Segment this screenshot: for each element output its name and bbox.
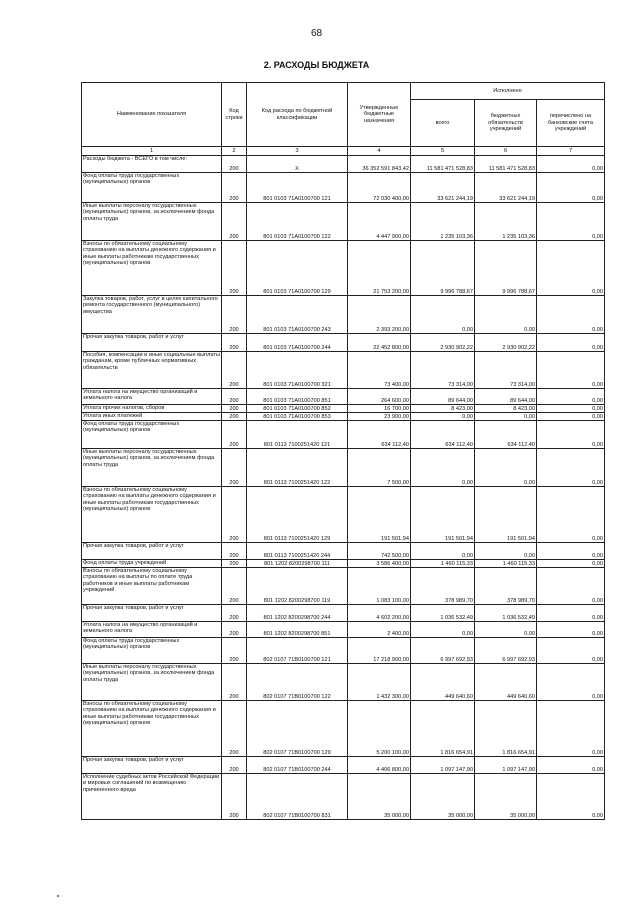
row-name: Взносы по обязательному социальному страхованию на выплаты денежного содержания и иные выплаты работникам государственных (муниципальных) органов — [82, 701, 222, 757]
table-row — [82, 156, 605, 173]
row-expense-code: 801 0103 71А0100700 851 — [247, 389, 348, 405]
row-executed-bank: 0,00 — [537, 757, 605, 774]
row-name: Прочая закупка товаров, работ и услуг — [82, 543, 222, 560]
row-approved-amount: 4 447 900,00 — [348, 203, 411, 241]
row-executed-bank: 0,00 — [537, 173, 605, 203]
table-row — [82, 421, 605, 449]
row-expense-code: 802 0107 71В0100700 244 — [247, 757, 348, 774]
row-approved-amount: 72 030 400,00 — [348, 173, 411, 203]
row-name: Расходы бюджета - ВСЕГО в том числе: — [82, 156, 222, 173]
row-approved-amount: 1 083 100,00 — [348, 568, 411, 605]
row-executed-institutions: 1 460 115,33 — [475, 560, 537, 568]
row-executed-total: 73 314,00 — [411, 352, 475, 389]
row-expense-code: 801 0103 71А0100700 244 — [247, 334, 348, 352]
column-number: 5 — [411, 147, 475, 156]
row-name: Фонд оплаты труда учреждений — [82, 560, 222, 568]
table-row — [82, 389, 605, 405]
table-row — [82, 241, 605, 296]
row-executed-bank: 0,00 — [537, 622, 605, 638]
row-approved-amount: 2 400,00 — [348, 622, 411, 638]
row-line-code: 200 — [222, 241, 247, 296]
row-name: Закупка товаров, работ, услуг в целях капитального ремонта государственного (муниципального) имущества — [82, 296, 222, 334]
table-row — [82, 774, 605, 820]
row-executed-institutions: 89 644,00 — [475, 389, 537, 405]
row-approved-amount: 4 406 800,00 — [348, 757, 411, 774]
row-executed-total: 0,00 — [411, 622, 475, 638]
header-executed-bank: перечислено на банковские счета учреждений — [537, 100, 605, 147]
row-executed-total: 9 996 788,67 — [411, 241, 475, 296]
row-line-code: 200 — [222, 664, 247, 701]
row-expense-code: 801 0103 71А0100700 121 — [247, 173, 348, 203]
row-executed-institutions: 191 501,94 — [475, 487, 537, 543]
row-line-code: 200 — [222, 638, 247, 664]
row-executed-bank: 0,00 — [537, 774, 605, 820]
row-executed-total: 6 997 692,93 — [411, 638, 475, 664]
row-line-code: 200 — [222, 757, 247, 774]
table-row — [82, 296, 605, 334]
page-number: 68 — [310, 28, 323, 39]
row-executed-total: 1 036 532,49 — [411, 605, 475, 622]
row-executed-bank: 0,00 — [537, 701, 605, 757]
table-row — [82, 664, 605, 701]
table-row — [82, 560, 605, 568]
row-executed-bank: 0,00 — [537, 241, 605, 296]
row-name: Прочая закупка товаров, работ и услуг — [82, 757, 222, 774]
column-number-row — [82, 147, 605, 156]
header-line-code: Код строки — [222, 83, 247, 147]
row-expense-code: 801 0113 7100251420 129 — [247, 487, 348, 543]
row-executed-total: 634 112,40 — [411, 421, 475, 449]
row-expense-code: 801 0113 7100251420 121 — [247, 421, 348, 449]
row-approved-amount: 3 586 400,00 — [348, 560, 411, 568]
row-name: Фонд оплаты труда государственных (муниципальных) органов — [82, 421, 222, 449]
row-executed-institutions: 35 000,00 — [475, 774, 537, 820]
row-executed-bank: 0,00 — [537, 568, 605, 605]
header-approved: Утвержденные бюджетные назначения — [348, 83, 411, 147]
row-approved-amount: 35 000,00 — [348, 774, 411, 820]
row-executed-total: 0,00 — [411, 413, 475, 421]
row-executed-total: 449 640,60 — [411, 664, 475, 701]
row-executed-total: 1 816 654,91 — [411, 701, 475, 757]
row-approved-amount: 1 432 300,00 — [348, 664, 411, 701]
row-executed-total: 1 097 147,90 — [411, 757, 475, 774]
table-row — [82, 638, 605, 664]
row-executed-total: 191 501,94 — [411, 487, 475, 543]
row-approved-amount: 742 500,00 — [348, 543, 411, 560]
row-approved-amount: 22 452 800,00 — [348, 334, 411, 352]
budget-expenses-table — [81, 82, 605, 820]
row-name: Взносы по обязательному социальному страхованию на выплаты по оплате труда работников и иные выплаты работникам учреждений — [82, 568, 222, 605]
row-expense-code: X — [247, 156, 348, 173]
row-name: Взносы по обязательному социальному страхованию на выплаты денежного содержания и иные выплаты работникам государственных (муниципальных) органов — [82, 487, 222, 543]
table-row — [82, 173, 605, 203]
row-approved-amount: 634 112,40 — [348, 421, 411, 449]
header-executed: Исполнено — [411, 83, 605, 100]
row-expense-code: 801 1202 8200298700 244 — [247, 605, 348, 622]
row-approved-amount: 16 700,00 — [348, 405, 411, 413]
table-row — [82, 568, 605, 605]
row-name: Прочая закупка товаров, работ и услуг — [82, 334, 222, 352]
row-approved-amount: 73 400,00 — [348, 352, 411, 389]
row-name: Уплата налога на имущество организаций и земельного налога — [82, 389, 222, 405]
row-executed-institutions: 1 235 103,36 — [475, 203, 537, 241]
row-name: Уплата налога на имущество организаций и земельного налога — [82, 622, 222, 638]
row-executed-bank: 0,00 — [537, 560, 605, 568]
row-executed-institutions: 11 581 471 528,83 — [475, 156, 537, 173]
row-executed-bank: 0,00 — [537, 156, 605, 173]
row-expense-code: 801 1202 8200298700 851 — [247, 622, 348, 638]
row-executed-institutions: 0,00 — [475, 449, 537, 487]
row-executed-bank: 0,00 — [537, 638, 605, 664]
row-approved-amount: 2 393 200,00 — [348, 296, 411, 334]
row-name: Иные выплаты персоналу государственных (муниципальных) органов, за исключением фонда оплаты труда — [82, 203, 222, 241]
row-executed-bank: 0,00 — [537, 389, 605, 405]
row-line-code: 200 — [222, 156, 247, 173]
row-name: Фонд оплаты труда государственных (муниципальных) органов — [82, 173, 222, 203]
row-executed-institutions: 0,00 — [475, 622, 537, 638]
column-number: 2 — [222, 147, 247, 156]
row-executed-bank: 0,00 — [537, 296, 605, 334]
row-line-code: 200 — [222, 560, 247, 568]
scan-mark — [57, 895, 59, 897]
row-line-code: 200 — [222, 352, 247, 389]
row-expense-code: 801 0113 7100251420 122 — [247, 449, 348, 487]
row-executed-institutions: 8 423,00 — [475, 405, 537, 413]
row-executed-institutions: 0,00 — [475, 296, 537, 334]
row-executed-total: 2 930 902,22 — [411, 334, 475, 352]
row-line-code: 200 — [222, 449, 247, 487]
row-approved-amount: 21 753 200,00 — [348, 241, 411, 296]
row-approved-amount: 36 352 591 843,42 — [348, 156, 411, 173]
row-executed-total: 35 000,00 — [411, 774, 475, 820]
row-expense-code: 801 0103 71А0100700 243 — [247, 296, 348, 334]
row-executed-total: 378 989,70 — [411, 568, 475, 605]
row-name: Иные выплаты персоналу государственных (муниципальных) органов, за исключением фонда оплаты труда — [82, 664, 222, 701]
row-name: Пособия, компенсации и иные социальные выплаты гражданам, кроме публичных нормативных обязательств — [82, 352, 222, 389]
row-name: Фонд оплаты труда государственных (муниципальных) органов — [82, 638, 222, 664]
row-executed-institutions: 6 997 692,93 — [475, 638, 537, 664]
row-executed-bank: 0,00 — [537, 664, 605, 701]
row-executed-bank: 0,00 — [537, 413, 605, 421]
table-row — [82, 334, 605, 352]
table-row — [82, 413, 605, 421]
row-executed-total: 1 235 103,36 — [411, 203, 475, 241]
table-row — [82, 757, 605, 774]
row-executed-institutions: 378 989,70 — [475, 568, 537, 605]
row-line-code: 200 — [222, 622, 247, 638]
row-line-code: 200 — [222, 605, 247, 622]
row-executed-institutions: 9 996 788,67 — [475, 241, 537, 296]
row-executed-total: 0,00 — [411, 543, 475, 560]
row-approved-amount: 17 218 900,00 — [348, 638, 411, 664]
row-expense-code: 802 0107 71В0100700 129 — [247, 701, 348, 757]
row-approved-amount: 4 602 200,00 — [348, 605, 411, 622]
column-number: 6 — [475, 147, 537, 156]
row-line-code: 200 — [222, 203, 247, 241]
row-approved-amount: 23 900,00 — [348, 413, 411, 421]
row-name: Иные выплаты персоналу государственных (муниципальных) органов, за исключением фонда оплаты труда — [82, 449, 222, 487]
row-expense-code: 801 0113 7100251420 244 — [247, 543, 348, 560]
row-executed-bank: 0,00 — [537, 203, 605, 241]
budget-table-body — [82, 156, 605, 820]
row-approved-amount: 264 600,00 — [348, 389, 411, 405]
row-executed-total: 11 581 471 528,83 — [411, 156, 475, 173]
row-executed-institutions: 1 816 654,91 — [475, 701, 537, 757]
row-executed-bank: 0,00 — [537, 487, 605, 543]
row-executed-institutions: 1 097 147,90 — [475, 757, 537, 774]
row-line-code: 200 — [222, 413, 247, 421]
table-row — [82, 701, 605, 757]
column-number: 3 — [247, 147, 348, 156]
row-name: Исполнение судебных актов Российской Федерации и мировых соглашений по возмещению причиненного вреда — [82, 774, 222, 820]
table-row — [82, 543, 605, 560]
row-expense-code: 801 1202 8200298700 119 — [247, 568, 348, 605]
row-line-code: 200 — [222, 296, 247, 334]
row-executed-bank: 0,00 — [537, 334, 605, 352]
row-line-code: 200 — [222, 543, 247, 560]
row-executed-total: 0,00 — [411, 449, 475, 487]
row-executed-bank: 0,00 — [537, 449, 605, 487]
row-executed-total: 8 423,00 — [411, 405, 475, 413]
row-executed-institutions: 2 930 902,22 — [475, 334, 537, 352]
row-name: Уплата прочих налогов, сборов — [82, 405, 222, 413]
row-expense-code: 802 0107 71В0100700 831 — [247, 774, 348, 820]
row-executed-total: 1 460 115,33 — [411, 560, 475, 568]
row-line-code: 200 — [222, 389, 247, 405]
row-approved-amount: 7 500,00 — [348, 449, 411, 487]
row-executed-institutions: 0,00 — [475, 543, 537, 560]
table-row — [82, 352, 605, 389]
row-line-code: 200 — [222, 487, 247, 543]
table-row — [82, 405, 605, 413]
row-executed-bank: 0,00 — [537, 421, 605, 449]
row-approved-amount: 191 501,94 — [348, 487, 411, 543]
table-row — [82, 605, 605, 622]
section-title: 2. РАСХОДЫ БЮДЖЕТА — [263, 60, 370, 70]
row-line-code: 200 — [222, 334, 247, 352]
header-executed-total: всего — [411, 100, 475, 147]
row-executed-institutions: 634 112,40 — [475, 421, 537, 449]
row-executed-institutions: 73 314,00 — [475, 352, 537, 389]
column-number: 4 — [348, 147, 411, 156]
row-executed-bank: 0,00 — [537, 605, 605, 622]
row-executed-total: 0,00 — [411, 296, 475, 334]
header-expense-code: Код расхода по бюджетной классификации — [247, 83, 348, 147]
table-row — [82, 487, 605, 543]
row-name: Прочая закупка товаров, работ и услуг — [82, 605, 222, 622]
row-expense-code: 801 1202 8200298700 111 — [247, 560, 348, 568]
column-number: 7 — [537, 147, 605, 156]
row-name: Уплата иных платежей — [82, 413, 222, 421]
row-expense-code: 802 0107 71В0100700 121 — [247, 638, 348, 664]
table-row — [82, 203, 605, 241]
row-executed-total: 89 644,00 — [411, 389, 475, 405]
row-expense-code: 801 0103 71А0100700 129 — [247, 241, 348, 296]
row-expense-code: 801 0103 71А0100700 122 — [247, 203, 348, 241]
row-executed-institutions: 33 621 244,19 — [475, 173, 537, 203]
row-line-code: 200 — [222, 173, 247, 203]
table-row — [82, 449, 605, 487]
row-name: Взносы по обязательному социальному страхованию на выплаты денежного содержания и иные выплаты работникам государственных (муниципальных) органов — [82, 241, 222, 296]
header-name: Наименование показателя — [82, 83, 222, 147]
row-executed-institutions: 1 036 532,49 — [475, 605, 537, 622]
row-executed-institutions: 449 640,60 — [475, 664, 537, 701]
row-executed-bank: 0,00 — [537, 405, 605, 413]
row-executed-bank: 0,00 — [537, 352, 605, 389]
row-expense-code: 801 0103 71А0100700 321 — [247, 352, 348, 389]
table-row — [82, 622, 605, 638]
row-line-code: 200 — [222, 405, 247, 413]
row-executed-institutions: 0,00 — [475, 413, 537, 421]
row-expense-code: 801 0103 71А0100700 852 — [247, 405, 348, 413]
row-expense-code: 801 0103 71А0100700 853 — [247, 413, 348, 421]
row-line-code: 200 — [222, 568, 247, 605]
row-line-code: 200 — [222, 421, 247, 449]
row-executed-bank: 0,00 — [537, 543, 605, 560]
row-expense-code: 802 0107 71В0100700 122 — [247, 664, 348, 701]
header-executed-institutions: бюджетных обязательств учреждений — [475, 100, 537, 147]
row-executed-total: 33 621 244,19 — [411, 173, 475, 203]
row-approved-amount: 5 200 100,00 — [348, 701, 411, 757]
row-line-code: 200 — [222, 774, 247, 820]
column-number: 1 — [82, 147, 222, 156]
row-line-code: 200 — [222, 701, 247, 757]
